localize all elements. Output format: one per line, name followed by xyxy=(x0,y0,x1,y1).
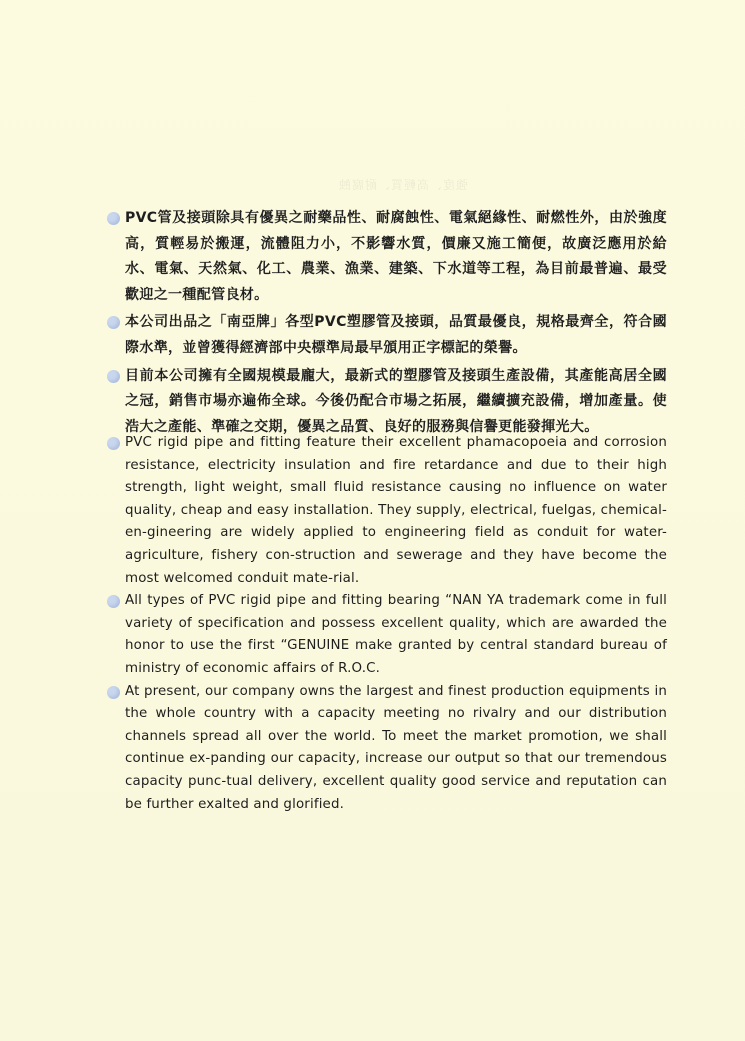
english-paragraph-text: All types of PVC rigid pipe and fitting bearing “NAN YA trademark come in full variety of specification and possess excellent quality, which are awarded the honor to use the first “GENUINE make granted by central standard bureau of ministry of economic affairs of R.O.C. xyxy=(125,593,667,676)
chinese-paragraph-text: 目前本公司擁有全國規模最龐大，最新式的塑膠管及接頭生產設備，其產能高居全國之冠，銷售市場亦遍佈全球。今後仍配合市場之拓展，繼續擴充設備，增加產量。使浩大之產能、準確之交期，優異之品質、良好的服務與信譽更能發揮光大。 xyxy=(125,367,667,435)
chinese-paragraph-text: 本公司出品之「南亞牌」各型PVC塑膠管及接頭，品質最優良，規格最齊全，符合國際水準，並曾獲得經濟部中央標準局最早頒用正字標記的榮譽。 xyxy=(125,314,667,356)
chinese-paragraph-2 xyxy=(107,310,667,361)
bullet-icon xyxy=(107,595,120,608)
bullet-icon xyxy=(107,437,120,450)
bullet-icon xyxy=(107,212,120,225)
chinese-description-section xyxy=(107,206,667,440)
bleed-through-text: 強度、高輕質、耐腐蝕 xyxy=(337,178,468,192)
chinese-paragraph-text: PVC管及接頭除具有優異之耐藥品性、耐腐蝕性、電氣絕緣性、耐燃性外，由於強度高，質輕易於搬運，流體阻力小，不影響水質，價廉又施工簡便，故廣泛應用於給水、電氣、天然氣、化工、農業、漁業、建築、下水道等工程，為目前最普遍、最受歡迎之一種配管良材。 xyxy=(125,210,667,303)
english-description-section xyxy=(107,432,667,816)
chinese-paragraph-1 xyxy=(107,206,667,308)
english-paragraph-3 xyxy=(107,681,667,817)
english-paragraph-2 xyxy=(107,590,667,680)
english-paragraph-text: At present, our company owns the largest and finest production equipments in the whole country with a capacity meeting no rivalry and our distribution channels spread all over the world. To meet the market promotion, we shall continue ex-panding our capacity, increase our output so that our tremendous capacity punc-tual delivery, excellent quality good service and reputation can be further exalted and glorified. xyxy=(125,683,667,812)
bullet-icon xyxy=(107,370,120,383)
bullet-icon xyxy=(107,686,120,699)
bullet-icon xyxy=(107,316,120,329)
english-paragraph-1 xyxy=(107,432,667,590)
chinese-paragraph-3 xyxy=(107,364,667,441)
english-paragraph-text: PVC rigid pipe and fitting feature their excellent phamacopoeia and corrosion resistance, electricity insulation and fire retardance and due to their high strength, light weight, small fluid resistance causing no influence on water quality, cheap and easy installation. They supply, electrical, fuelgas, chemical-en-gineering are widely applied to engineering field as conduit for water-agriculture, fishery con-struction and sewerage and they have become the most welcomed conduit mate-rial. xyxy=(125,435,667,586)
